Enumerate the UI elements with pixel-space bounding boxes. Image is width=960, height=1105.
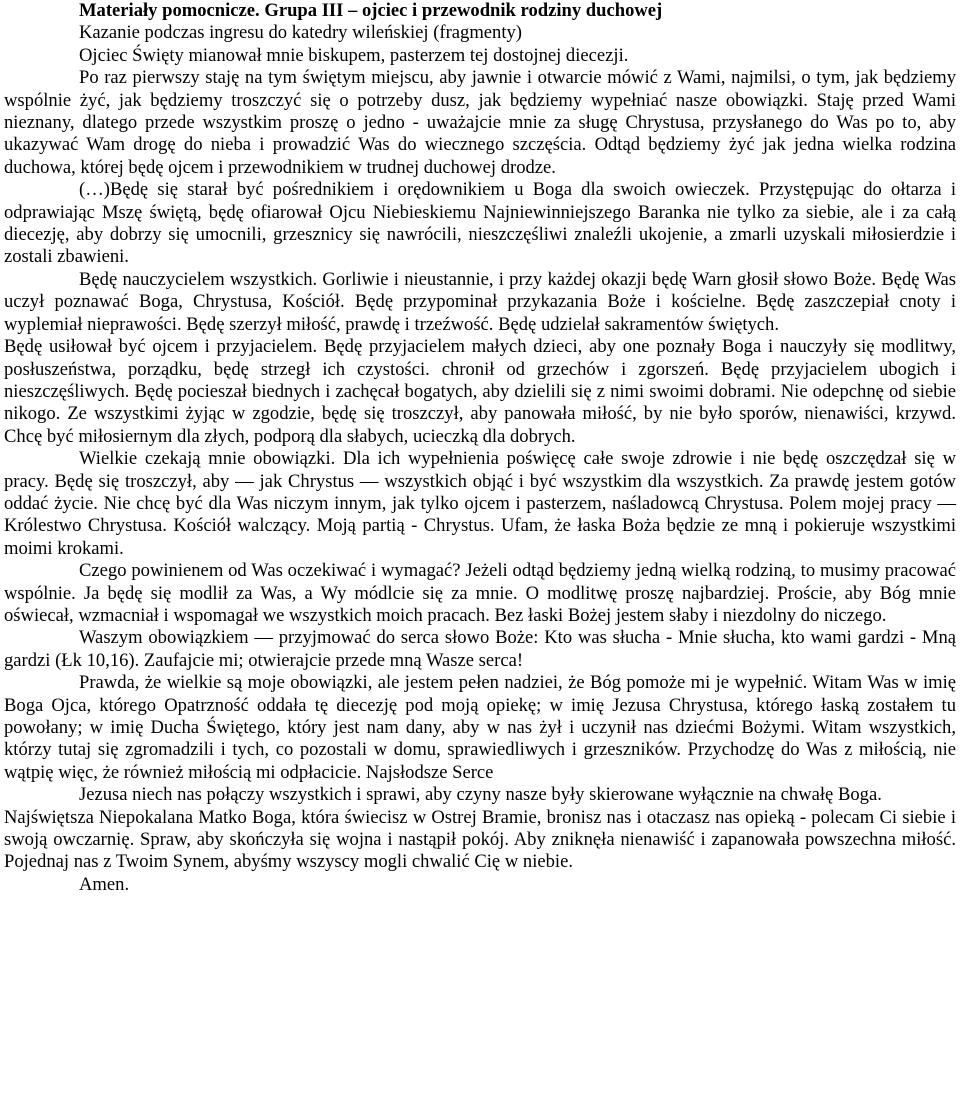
paragraph-6: Czego powinienem od Was oczekiwać i wymagać? Jeżeli odtąd będziemy jedną wielką rodziną, to musimy pracować wspólnie. Ja będę się modlił za Was, a Wy módlcie się za mnie. O modlitwę proszę najbardziej. Proście, aby Bóg mnie oświecał, wzmacniał i wspomagał we wszystkich moich pracach. Bez łaski Bożej jestem słaby i niezdolny do niczego. [4,560,956,626]
amen-line: Amen. [79,873,130,895]
paragraph-7: Waszym obowiązkiem — przyjmować do serca słowo Boże: Kto was słucha - Mnie słucha, kto wami gardzi - Mną gardzi (Łk 10,16). Zaufajcie mi; otwierajcie przede mną Wasze serca! [4,627,956,671]
intro-line: Ojciec Święty mianował mnie biskupem, pasterzem tej dostojnej diecezji. [79,44,629,66]
paragraph-8: Prawda, że wielkie są moje obowiązki, ale jestem pełen nadziei, że Bóg pomoże mi je wypełnić. Witam Was w imię Boga Ojca, którego Opatrzność oddała tę diecezję pod moją opiekę; w imię Jezusa Chrystusa, którego łaską zostałem tu powołany; w imię Ducha Świętego, który jest nam dany, aby w nas żył i uczynił nas dziećmi Bożymi. Witam wszystkich, którzy tutaj się zgromadzili i tych, co pozostali w domu, sprawiedliwych i grzeszników. Przychodzę do Was z miłością, nie wątpię więc, że również miłością mi odpłacicie. Najsłodsze Serce [4,672,956,783]
paragraph-9: Jezusa niech nas połączy wszystkich i sprawi, aby czyny nasze były skierowane wyłącznie na chwałę Boga. [79,784,882,806]
closing-paragraph: Najświętsza Niepokalana Matko Boga, która świecisz w Ostrej Bramie, bronisz nas i otaczasz nas opieką - polecam Ci siebie i swoją owczarnię. Spraw, aby skończyła się wojna i nastąpił pokój. Aby zniknęła nienawiść i zapanowała powszechna miłość. Pojednaj nas z Twoim Synem, abyśmy wszyscy mogli chwalić Cię w niebie. [4,806,956,873]
paragraph-4: Będę usiłował być ojcem i przyjacielem. Będę przyjacielem małych dzieci, aby one poznały Boga i nauczyły się modlitwy, posłuszeństwa, porządku, będę strzegł ich czystości. chronił od grzechów i zgorszeń. Będę przyjacielem ubogich i nieszczęśliwych. Będę pocieszał biednych i zachęcał bogatych, aby dzielili się z nimi swoimi dobrami. Nie odepchnę od siebie nikogo. Ze wszystkimi żyjąc w zgodzie, będę się troszczył, aby panowała miłość, by nie było sporów, nienawiści, krzywd. Chcę być miłosiernym dla złych, podporą dla słabych, ucieczką dla dobrych. [4,336,956,447]
document-heading: Materiały pomocnicze. Grupa III – ojciec i przewodnik rodziny duchowej [79,0,663,21]
paragraph-1: Po raz pierwszy staję na tym świętym miejscu, aby jawnie i otwarcie mówić z Wami, najmilsi, o tym, jak będziemy wspólnie żyć, jak będziemy troszczyć się o potrzeby dusz, jak będziemy wypełniać nasze obowiązki. Staję przed Wami nieznany, dlatego przede wszystkim proszę o jedno - uważajcie mnie za sługę Chrystusa, przysłanego do Was po to, aby ukazywać Wam drogę do nieba i prowadzić Was do wiecznego szczęścia. Odtąd będziemy żyć jak jedna wielka rodzina duchowa, której będę ojcem i przewodnikiem w trudnej duchowej drodze. [4,67,956,178]
paragraph-2: (…)Będę się starał być pośrednikiem i orędownikiem u Boga dla swoich owieczek. Przystępując do ołtarza i odprawiając Mszę świętą, będę ofiarował Ojcu Niebieskiemu Najniewinniejszego Baranka nie tylko za siebie, ale i za całą diecezję, aby dobrzy się umocnili, grzesznicy się nawrócili, nieszczęśliwi znaleźli ukojenie, a zmarli uzyskali miłosierdzie i zostali zbawieni. [4,179,956,268]
paragraph-5: Wielkie czekają mnie obowiązki. Dla ich wypełnienia poświęcę całe swoje zdrowie i nie będę oszczędzał się w pracy. Będę się troszczył, aby — jak Chrystus — wszystkich objąć i być wszystkim dla wszystkich. Za prawdę jestem gotów oddać życie. Nie chcę być dla Was niczym innym, jak tylko ojcem i pasterzem, naśladowcą Chrystusa. Polem mojej pracy — Królestwo Chrystusa. Kościół walczący. Moją partią - Chrystus. Ufam, że łaska Boża będzie ze mną i pokieruje wszystkimi moimi krokami. [4,448,956,559]
document-page [4,0,956,896]
paragraph-3: Będę nauczycielem wszystkich. Gorliwie i nieustannie, i przy każdej okazji będę Warn głosił słowo Boże. Będę Was uczył poznawać Boga, Chrystusa, Kościół. Będę przypominał przykazania Boże i kościelne. Będę zaszczepiał cnoty i wyplemiał nieprawości. Będę szerzył miłość, prawdę i trzeźwość. Będę udzielał sakramentów świętych. [4,268,956,335]
document-subtitle: Kazanie podczas ingresu do katedry wileńskiej (fragmenty) [79,22,522,44]
